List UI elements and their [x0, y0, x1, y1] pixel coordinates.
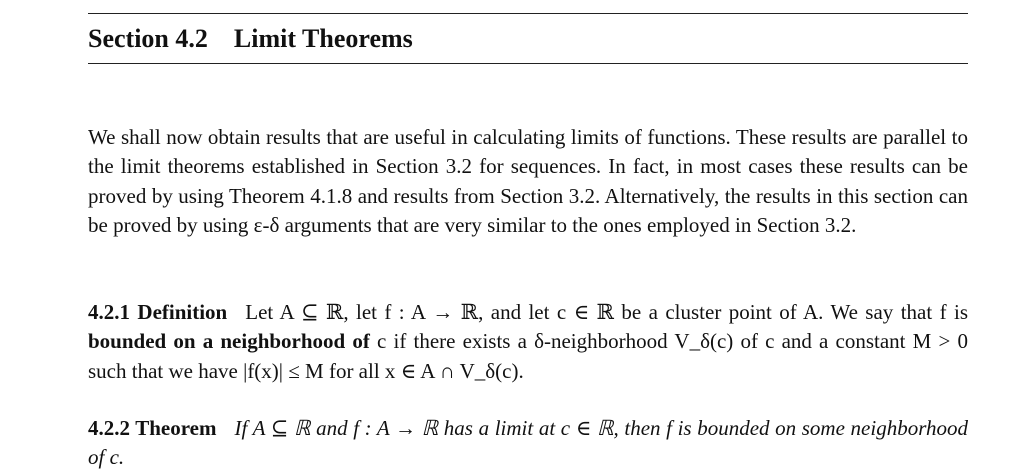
theorem-label: 4.2.2 Theorem — [88, 416, 217, 440]
definition-text-before: Let A ⊆ ℝ, let f : A → ℝ, and let c ∈ ℝ be a cluster point of A. We say that f is — [245, 300, 968, 324]
theorem-statement: If A ⊆ ℝ and f : A → ℝ has a limit at c ∈ ℝ, then f is bounded on some neighborhood of c. — [88, 416, 968, 470]
definition-bold-term: bounded on a neighborhood of — [88, 329, 370, 354]
section-number: Section 4.2 — [88, 24, 208, 53]
section-heading — [88, 22, 413, 56]
bottom-rule — [88, 63, 968, 64]
definition-text-after: c if there exists a δ-neighborhood V_δ(c) of c and a constant M > 0 such that we have |f(x)| ≤ M for all x ∈ A ∩ V_δ(c). — [88, 329, 968, 383]
definition-label: 4.2.1 Definition — [88, 300, 228, 324]
intro-paragraph: We shall now obtain results that are useful in calculating limits of functions. These results are parallel to the limit theorems established in Section 3.2 for sequences. In fact, in most cases these results can be proved by using Theorem 4.1.8 and results from Section 3.2. Alternatively, the results in this section can be proved by using ε-δ arguments that are very similar to the ones employed in Section 3.2. — [88, 125, 968, 237]
top-rule — [88, 13, 968, 14]
definition-block — [88, 298, 968, 386]
section-title: Limit Theorems — [233, 24, 413, 53]
